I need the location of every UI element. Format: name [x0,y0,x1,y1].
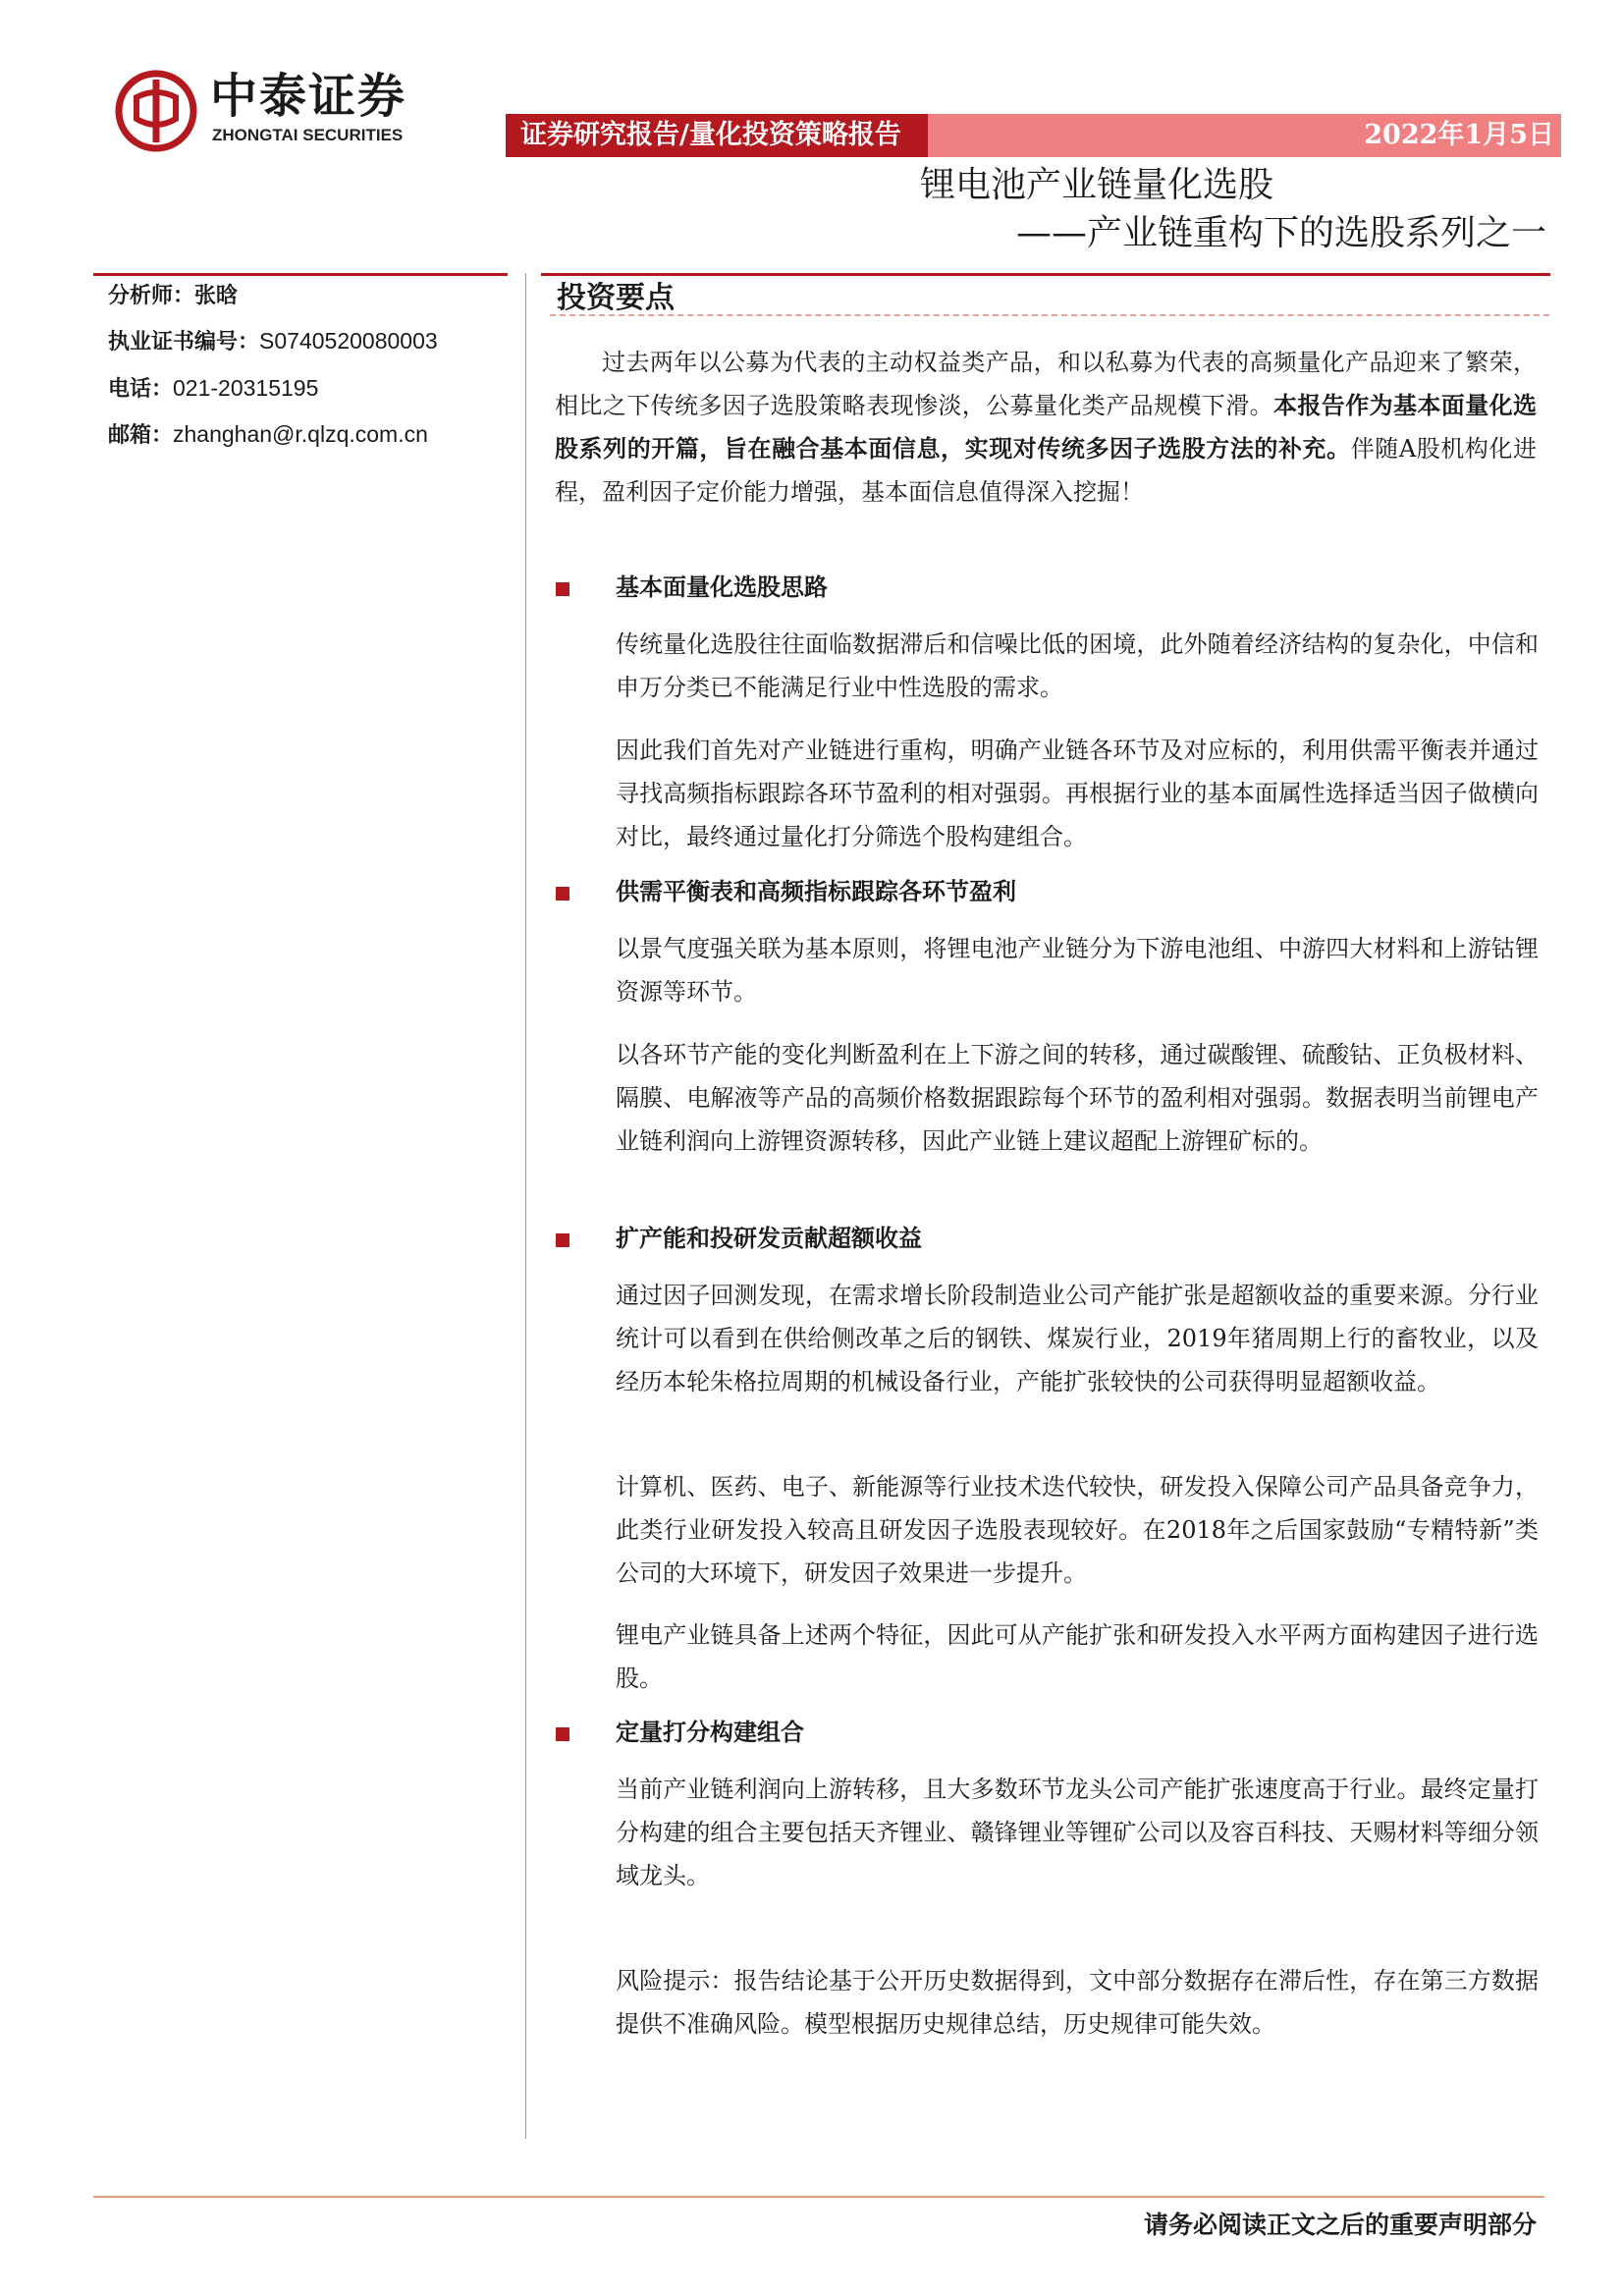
bullet-heading: 供需平衡表和高频指标跟踪各环节盈利 [616,877,1016,905]
bullet-heading: 扩产能和投研发贡献超额收益 [616,1224,922,1252]
analyst-phone-row [108,373,318,405]
footer-divider [93,2196,1544,2198]
report-subtitle: ——产业链重构下的选股系列之一 [1015,213,1546,253]
bullet-paragraph: 当前产业链利润向上游转移，且大多数环节龙头公司产能扩张速度高于行业。最终定量打分构建的组合主要包括天齐锂业、赣锋锂业等锂矿公司以及容百科技、天赐材料等细分领域龙头。 [616,1776,1539,1889]
report-title: 锂电池产业链量化选股 [919,165,1273,205]
analyst-license: S0740520080003 [259,328,438,354]
analyst-name-row [108,281,238,311]
divider-right [541,273,1550,276]
section-title: 投资要点 [557,281,675,315]
bullet-paragraph: 通过因子回测发现，在需求增长阶段制造业公司产能扩张是超额收益的重要来源。分行业统计可以看到在供给侧改革之后的钢铁、煤炭行业，2019年猪周期上行的畜牧业，以及经历本轮朱格拉周期的机械设备行业，产能扩张较快的公司获得明显超额收益。 [616,1282,1539,1395]
intro-text-c: 伴随A股机构化进程，盈利因子定价能力增强，基本面信息值得深入挖掘！ [555,435,1537,506]
bullet-heading: 定量打分构建组合 [616,1718,804,1746]
divider-left [93,273,508,276]
report-type: 证券研究报告/量化投资策略报告 [520,120,901,150]
analyst-phone-label: 电话： [108,376,174,402]
bullet-paragraph: 以各环节产能的变化判断盈利在上下游之间的转移，通过碳酸锂、硫酸钴、正负极材料、隔膜、电解液等产品的高频价格数据跟踪每个环节的盈利相对强弱。数据表明当前锂电产业链利润向上游锂资源转移，因此产业链上建议超配上游锂矿标的。 [616,1041,1539,1155]
bullet-paragraph: 计算机、医药、电子、新能源等行业技术迭代较快，研发投入保障公司产品具备竞争力，此类行业研发投入较高且研发因子选股表现较好。在2018年之后国家鼓励“专精特新”类公司的大环境下，研发因子效果进一步提升。 [616,1473,1539,1587]
intro-paragraph [555,341,1537,514]
bullet-heading: 基本面量化选股思路 [616,573,828,601]
bullet-square-icon [556,582,569,596]
bullet-paragraph: 锂电产业链具备上述两个特征，因此可从产能扩张和研发投入水平两方面构建因子进行选股。 [616,1621,1539,1692]
intro-text-a: 过去两年以公募为代表的主动权益类产品，和以私募为代表的高频量化产品迎来了繁荣，相比之下传统多因子选股策略表现惨淡，公募量化类产品规模下滑。 [555,349,1537,419]
bullet-square-icon [556,1727,569,1741]
section-dash-divider [550,314,1549,316]
analyst-phone: 021-20315195 [173,375,319,401]
bullet-paragraph: 以景气度强关联为基本原则，将锂电池产业链分为下游电池组、中游四大材料和上游钴锂资源等环节。 [616,935,1539,1006]
analyst-email[interactable]: zhanghan@r.qlzq.com.cn [173,421,428,447]
report-date: 2022年1月5日 [1364,120,1554,150]
bullet-paragraph: 传统量化选股往往面临数据滞后和信噪比低的困境，此外随着经济结构的复杂化，中信和申万分类已不能满足行业中性选股的需求。 [616,630,1539,701]
analyst-name-label: 分析师： [108,283,195,308]
brand-name-en: ZHONGTAI SECURITIES [212,126,404,144]
bullet-square-icon [556,1233,569,1247]
intro-text-bold: 本报告作为基本面量化选股系列的开篇，旨在融合基本面信息，实现对传统多因子选股方法的补充。 [555,391,1537,463]
risk-warning: 风险提示：报告结论基于公开历史数据得到，文中部分数据存在滞后性，存在第三方数据提供不准确风险。模型根据历史规律总结，历史规律可能失效。 [616,1967,1539,2038]
column-divider [525,273,526,2139]
bullet-paragraph: 因此我们首先对产业链进行重构，明确产业链各环节及对应标的，利用供需平衡表并通过寻找高频指标跟踪各环节盈利的相对强弱。再根据行业的基本面属性选择适当因子做横向对比，最终通过量化打分筛选个股构建组合。 [616,737,1539,850]
analyst-license-label: 执业证书编号： [108,329,260,355]
analyst-name: 张晗 [194,283,239,308]
brand-name-cn: 中泰证券 [210,69,407,124]
footer-disclaimer-note: 请务必阅读正文之后的重要声明部分 [1143,2211,1537,2239]
analyst-email-label: 邮箱： [108,422,174,448]
analyst-email-row [108,419,428,451]
bullet-square-icon [556,887,569,901]
zhongtai-logo-icon [115,70,197,152]
analyst-license-row [108,326,438,357]
